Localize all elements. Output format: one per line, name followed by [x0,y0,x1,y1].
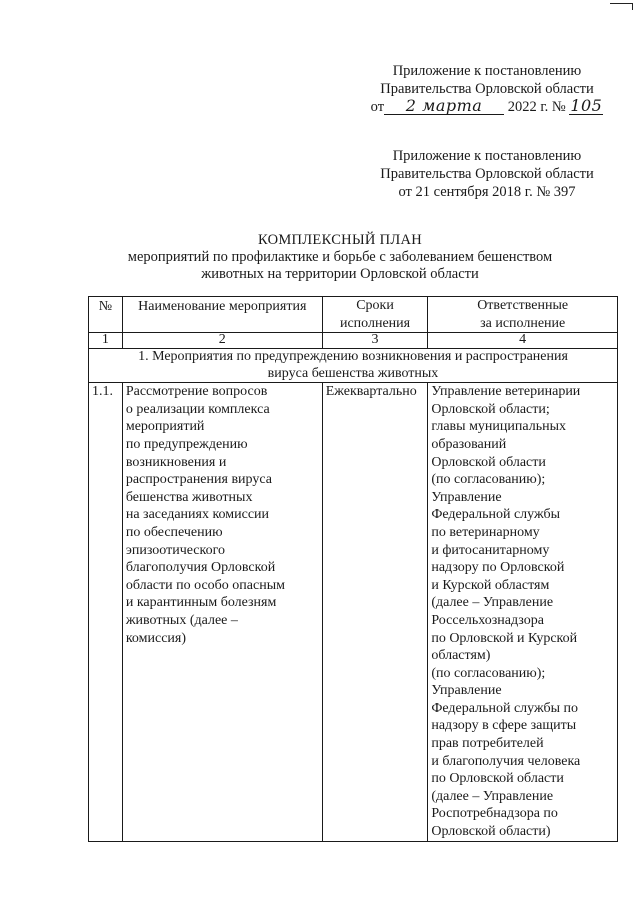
handwritten-date: 2 марта [384,98,504,115]
appendix-original-line3: от 21 сентября 2018 г. № 397 [398,184,576,200]
column-index-4: 4 [428,333,618,349]
plan-title-block [60,232,620,283]
plan-table [88,296,618,842]
plan-title: КОМПЛЕКСНЫЙ ПЛАН [257,232,423,248]
appendix-original [362,147,612,201]
plan-subtitle-line1: мероприятий по профилактике и борьбе с заболеванием бешенством [127,249,553,265]
appendix-current [362,62,612,116]
header-term: Сроки исполнения [322,297,428,333]
page-corner-mark [610,3,633,10]
plan-subtitle-line2: животных на территории Орловской области [201,266,479,282]
column-index-2: 2 [122,333,322,349]
row-num: 1.1. [89,383,123,841]
appendix-current-line3 [362,98,612,116]
handwritten-number: 105 [570,96,603,115]
header-name: Наименование мероприятия [122,297,322,333]
table-row [89,383,618,841]
appendix-current-line1: Приложение к постановлению [392,63,582,79]
appendix-original-line1: Приложение к постановлению [392,148,582,164]
column-index-1: 1 [89,333,123,349]
header-num: № [89,297,123,333]
section-1-heading: 1. Мероприятия по предупреждению возникновения и распространения вируса бешенства животных [89,349,618,383]
header-resp: Ответственные за исполнение [428,297,618,333]
prefix-ot: от [370,99,385,115]
column-index-3: 3 [322,333,428,349]
row-name: Рассмотрение вопросов о реализации комплекса мероприятий по предупреждению возникновения и распространения вируса бешенства животных на заседаниях комиссии по обеспечению эпизоотического благополучия Орловской области по особо опасным и карантинным болезням животных (далее – комиссия) [122,383,322,841]
row-term: Ежеквартально [322,383,428,841]
section-1-row [89,349,618,383]
row-resp: Управление ветеринарии Орловской области; главы муниципальных образований Орловской области (по согласованию); Управление Федеральной службы по ветеринарному и фитосанитарному надзору по Орловской и Курской областям (далее – Управление Россельхознадзора по Орловской и Курской областям) (по согласованию); Управление Федеральной службы по надзору в сфере защиты прав потребителей и благополучия человека по Орловской области (далее – Управление Роспотребнадзора по Орловской области) [428,383,618,841]
year-text: 2022 г. № [507,99,566,115]
table-header-row [89,297,618,333]
appendix-original-line2: Правительства Орловской области [380,166,594,182]
column-index-row [89,333,618,349]
appendix-current-line2: Правительства Орловской области [380,81,594,97]
